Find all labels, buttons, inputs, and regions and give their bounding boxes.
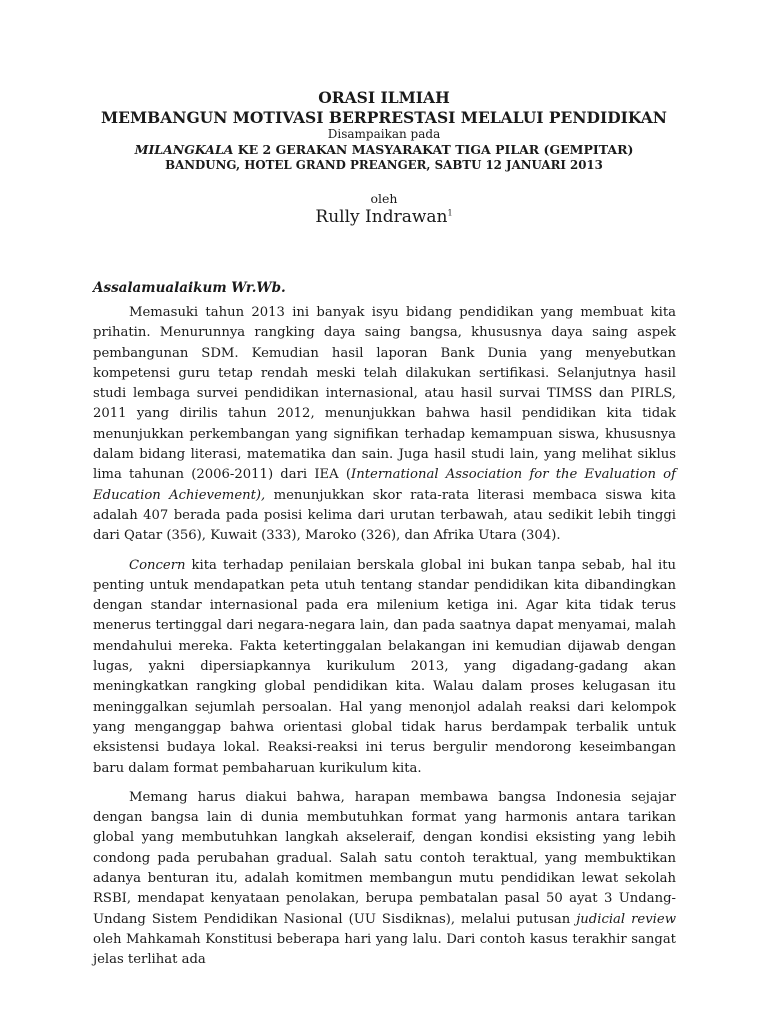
- by-label: oleh: [370, 191, 398, 206]
- paragraph-3: [93, 788, 676, 971]
- delivered-at-label: Disampaikan pada: [327, 127, 441, 141]
- paragraph-3-text-a: Memang harus diakui bahwa, harapan membawa bangsa Indonesia sejajar dengan bangsa lain di dunia membutuhkan format yang harmonis antara tarikan global yang membutuhkan langkah akseleraif, dengan kondisi eksisting yang lebih condong pada perubahan gradual. Salah satu contoh teraktual, yang membuktikan adanya benturan itu, adalah komitmen membangun mutu pendidikan lewat sekolah RSBI, mendapat kenyataan penolakan, berupa pembatalan pasal 50 ayat 3 Undang-Undang Sistem Pendidikan Nasional (UU Sisdiknas), melalui putusan: [93, 789, 676, 927]
- paragraph-1-text-a: Memasuki tahun 2013 ini banyak isyu bidang pendidikan yang membuat kita prihatin. Menurunnya rangking daya saing bangsa, khususnya daya saing aspek pembangunan SDM. Kemudian hasil laporan Bank Dunia yang menyebutkan kompetensi guru tetap rendah meski telah dilakukan sertifikasi. Selanjutnya hasil studi lembaga survei pendidikan internasional, atau hasil survai TIMSS dan PIRLS, 2011 yang dirilis tahun 2012, menunjukkan bahwa hasil pendidikan kita tidak menunjukkan perkembangan yang signifikan terhadap kemampuan siswa, khususnya dalam bidang literasi, matematika dan sain. Juga hasil studi lain, yang melihat siklus lima tahunan (2006-2011) dari IEA (: [93, 305, 676, 483]
- document-title: ORASI ILMIAH: [318, 88, 450, 107]
- document-subtitle: MEMBANGUN MOTIVASI BERPRESTASI MELALUI PENDIDIKAN: [101, 108, 667, 127]
- event-name-rest: KE 2 GERAKAN MASYARAKAT TIGA PILAR (GEMPITAR): [233, 142, 634, 157]
- paragraph-1: [93, 303, 676, 547]
- paragraph-1-italic: International Association for the Evaluation of Education Achievement),: [93, 467, 676, 503]
- event-name-italic: MILANGKALA: [134, 142, 234, 157]
- author-text: Rully Indrawan: [315, 207, 448, 227]
- author-footnote-mark: 1: [447, 208, 453, 218]
- author-name: [0, 207, 768, 227]
- paragraph-1-text-b: menunjukkan skor rata-rata literasi membaca siswa kita adalah 407 berada pada posisi kelima dari urutan terbawah, atau sedikit lebih tinggi dari Qatar (356), Kuwait (333), Maroko (326), dan Afrika Utara (304).: [93, 487, 676, 544]
- paragraph-2: [93, 556, 676, 779]
- document-body: [93, 303, 676, 980]
- paragraph-3-text-b: oleh Mahkamah Konstitusi beberapa hari yang lalu. Dari contoh kasus terakhir sangat jelas terlihat ada: [93, 931, 676, 968]
- greeting: Assalamualaikum Wr.Wb.: [93, 280, 286, 296]
- paragraph-2-text: kita terhadap penilaian berskala global ini bukan tanpa sebab, hal itu penting untuk mendapatkan peta utuh tentang standar pendidikan kita dibandingkan dengan standar internasional pada era milenium ketiga ini. Agar kita tidak terus menerus tertinggal dari negara-negara lain, dan pada saatnya dapat menyamai, malah mendahului mereka. Fakta ketertinggalan belakangan ini kemudian dijawab dengan lugas, yakni dipersiapkannya kurikulum 2013, yang digadang-gadang akan meningkatkan rangking global pendidikan kita. Walau dalam proses kelugasan itu meninggalkan sejumlah persoalan. Hal yang menonjol adalah reaksi dari kelompok yang menganggap bahwa orientasi global tidak harus berdampak terbalik untuk eksistensi budaya lokal. Reaksi-reaksi ini terus bergulir mendorong keseimbangan baru dalam format pembaharuan kurikulum kita.: [93, 557, 676, 776]
- paragraph-3-italic: judicial review: [576, 911, 676, 927]
- event-venue: BANDUNG, HOTEL GRAND PREANGER, SABTU 12 JANUARI 2013: [165, 158, 603, 172]
- event-name: [0, 142, 768, 157]
- paragraph-2-italic: Concern: [129, 557, 186, 573]
